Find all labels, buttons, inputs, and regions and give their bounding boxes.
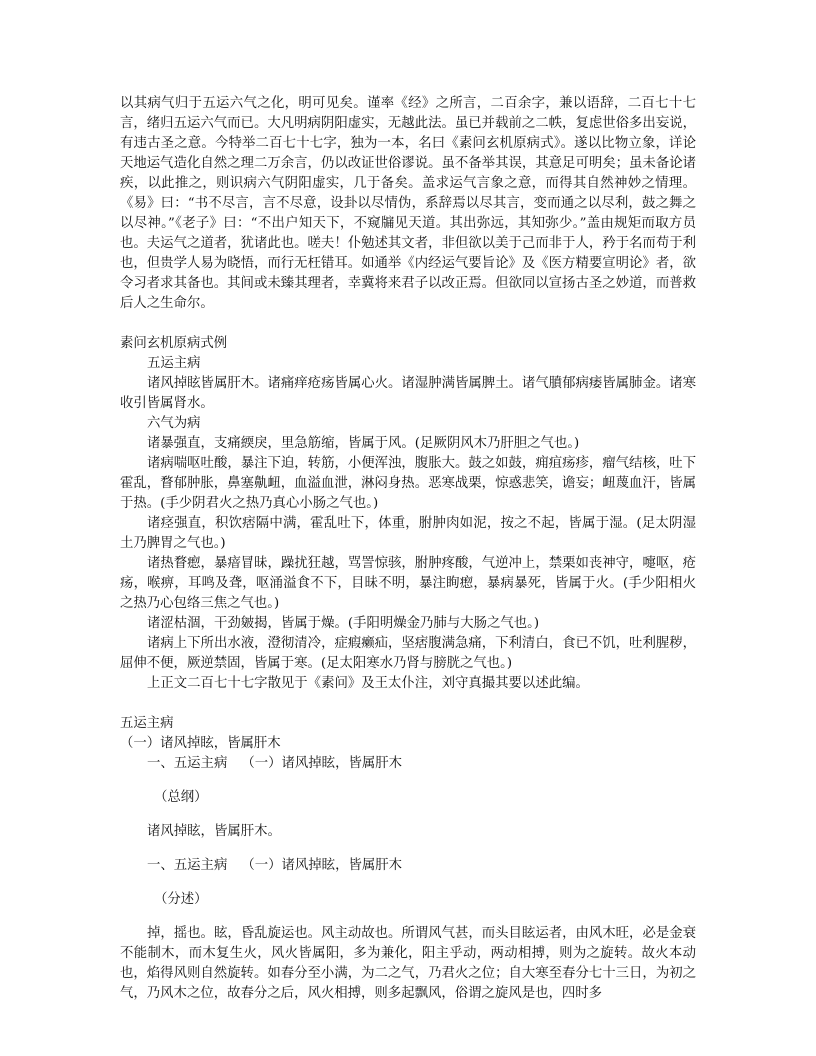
intro-paragraph: 以其病气归于五运六气之化，明可见矣。谨率《经》之所言，二百余字，兼以语辞，二百七十七言，绪归五运六气而已。大凡明病阴阳虚实，无越此法。虽已并载前之二帙，复虑世俗多出妄说，有违古圣之意。今特举二百七十七字，独为一本，名曰《素问玄机原病式》。遂以比物立象，详论天地运气造化自然之理二万余言，仍以改证世俗谬说。虽不备举其误，其意足可明矣；虽未备论诸疾，以此推之，则识病六气阴阳虚实，几于备矣。盖求运气言象之意，而得其自然神妙之情理。《易》曰：“书不尽言，言不尽意，设卦以尽情伪，系辞焉以尽其言，变而通之以尽利，鼓之舞之以尽神。”《老子》曰：“不出户知天下，不窥牖见天道。其出弥远，其知弥少。”盖由规矩而取方员也。夫运气之道者，犹诸此也。嗟夫！仆勉述其文者，非但欲以美于己而非于人，矜于名而苟于利也，但贵学人易为晓悟，而行无枉错耳。如通举《内经运气要旨论》及《医方精要宣明论》者，欲令习者求其备也。其间或未臻其理者，幸冀将来君子以改正焉。但欲同以宣扬古圣之妙道，而普救后人之生命尔。 <box>120 96 696 311</box>
six-qi-item-damp: 诸痉强直，积饮痞隔中满，霍乱吐下，体重，胕肿肉如泥，按之不起，皆属于湿。(足太阴湿土乃脾胃之气也。) <box>120 516 696 551</box>
breadcrumb-part: （一）诸风掉眩，皆属肝木 <box>241 858 403 873</box>
six-qi-item-cold: 诸病上下所出水液，澄彻清冷，症瘕癞疝，坚痞腹满急痛，下利清白，食已不饥，吐利腥秽，屈伸不便，厥逆禁固，皆属于寒。(足太阳寒水乃肾与膀胱之气也。) <box>120 636 697 671</box>
general-label: （总纲） <box>154 790 208 805</box>
section-subtitle: （一）诸风掉眩，皆属肝木 <box>120 736 281 751</box>
six-qi-item-dryness: 诸涩枯涸，干劲皴揭，皆属于燥。(手阳明燥金乃肺与大肠之气也。) <box>147 616 540 631</box>
detail-label: （分述） <box>154 892 208 907</box>
general-text: 诸风掉眩，皆属肝木。 <box>147 824 281 839</box>
breadcrumb-part: 一、五运主病 <box>147 756 228 771</box>
spacer <box>120 774 696 788</box>
examples-title: 素问玄机原病式例 <box>120 336 228 351</box>
breadcrumb <box>120 856 696 876</box>
document-page <box>120 94 696 1004</box>
breadcrumb-part: （一）诸风掉眩，皆属肝木 <box>241 756 403 771</box>
examples-closing: 上正文二百七十七字散见于《素问》及王太仆注，刘守真撮其要以述此编。 <box>147 676 589 691</box>
spacer <box>120 314 696 334</box>
breadcrumb-part: 一、五运主病 <box>147 858 228 873</box>
spacer <box>120 808 696 822</box>
six-qi-heading: 六气为病 <box>147 416 201 431</box>
five-movements-heading: 五运主病 <box>147 356 201 371</box>
spacer <box>120 842 696 856</box>
spacer <box>120 694 696 714</box>
five-movements-text: 诸风掉眩皆属肝木。诸痛痒疮疡皆属心火。诸湿肿满皆属脾土。诸气膹郁病痿皆属肺金。诸寒收引皆属肾水。 <box>120 376 697 411</box>
six-qi-item-heat: 诸病喘呕吐酸，暴注下迫，转筋，小便浑浊，腹胀大。鼓之如鼓，痈疽疡疹，瘤气结核，吐下霍乱，瞀郁肿胀，鼻塞鼽衄，血溢血泄，淋闷身热。恶寒战栗，惊惑悲笑，谵妄；衄蔑血汗，皆属于热。(手少阴君火之热乃真心小肠之气也。) <box>120 456 697 511</box>
spacer <box>120 910 696 924</box>
six-qi-item-wind: 诸暴强直，支痛緛戾，里急筋缩，皆属于风。(足厥阴风木乃肝胆之气也。) <box>147 436 580 451</box>
section-title: 五运主病 <box>120 716 174 731</box>
six-qi-item-fire: 诸热瞀瘛，暴瘖冒昧，躁扰狂越，骂詈惊骇，胕肿疼酸，气逆冲上，禁栗如丧神守，嚏呕，疮疡，喉痹，耳鸣及聋，呕涌溢食不下，目昧不明，暴注眴瘛，暴病暴死，皆属于火。(手少阳相火之热乃心包络三焦之气也。) <box>120 556 697 611</box>
spacer <box>120 876 696 890</box>
detail-text: 掉，摇也。眩，昏乱旋运也。风主动故也。所谓风气甚，而头目眩运者，由风木旺，必是金衰不能制木，而木复生火，风火皆属阳，多为兼化，阳主乎动，两动相搏，则为之旋转。故火本动也，焰得风则自然旋转。如春分至小满，为二之气，乃君火之位；自大寒至春分七十三日，为初之气，乃风木之位，故春分之后，风火相搏，则多起飘风，俗谓之旋风是也，四时多 <box>120 926 697 1001</box>
breadcrumb <box>120 754 696 774</box>
